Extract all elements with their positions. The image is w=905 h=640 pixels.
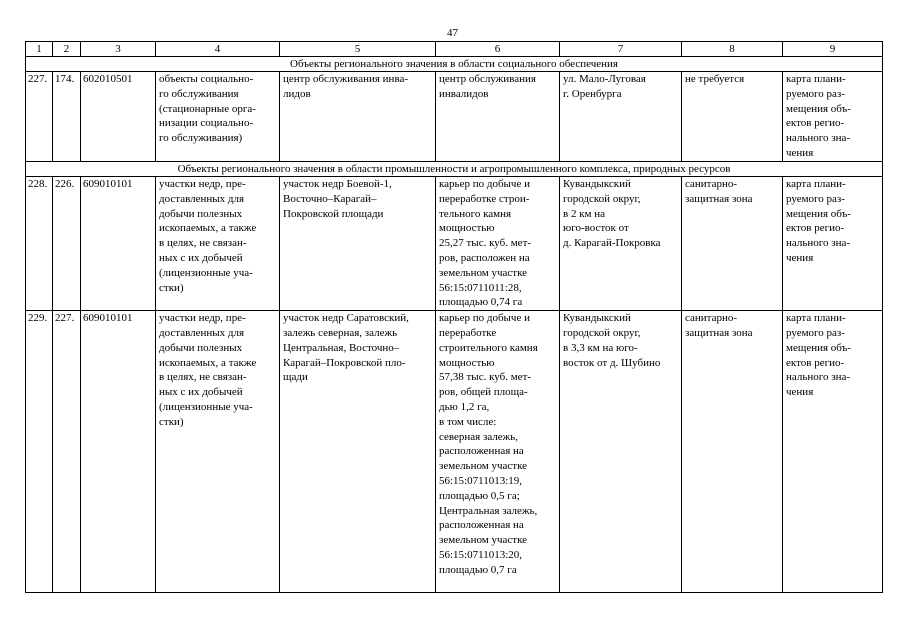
cell-number: 227.: [53, 311, 81, 593]
cell-line: (лицензионные уча-: [159, 266, 253, 279]
cell-line: чения: [786, 251, 814, 264]
column-number-5: 5: [280, 42, 436, 57]
cell-line: защитная зона: [685, 192, 753, 205]
cell-line: руемого раз-: [786, 192, 845, 205]
cell-object-type: [156, 177, 280, 311]
cell-characteristics: [436, 72, 560, 162]
cell-line: ул. Мало-Луговая: [563, 73, 646, 85]
cell-line: центр обслуживания: [439, 73, 536, 85]
cell-zone: [682, 72, 783, 162]
cell-location: [560, 311, 682, 593]
cell-line: ископаемых, а также: [159, 222, 257, 235]
cell-zone: [682, 177, 783, 311]
cell-line: ектов регио-: [786, 356, 845, 369]
cell-line: расположенная на: [439, 519, 524, 532]
cell-line: городской округ,: [563, 326, 641, 339]
cell-map: [783, 177, 883, 311]
cell-line: го обслуживания: [159, 87, 239, 100]
cell-line: 56:15:0711013:19,: [439, 474, 523, 487]
cell-line: ископаемых, а также: [159, 356, 257, 369]
cell-line: участки недр, пре-: [159, 178, 246, 190]
cell-line: мощностью: [439, 222, 495, 235]
cell-line: Центральная, Восточно–: [283, 341, 400, 354]
cell-line: ектов регио-: [786, 117, 845, 130]
cell-line: переработке: [439, 326, 497, 339]
cell-line: в целях, не связан-: [159, 237, 247, 250]
cell-line: мещения объ-: [786, 102, 851, 115]
cell-line: щади: [283, 371, 308, 384]
cell-line: карта плани-: [786, 178, 846, 190]
cell-line: ных с их добычей: [159, 251, 243, 264]
cell-characteristics: [436, 177, 560, 311]
cell-line: руемого раз-: [786, 326, 845, 339]
cell-location: [560, 72, 682, 162]
cell-line: карьер по добыче и: [439, 178, 530, 190]
cell-line: мещения объ-: [786, 341, 851, 354]
cell-line: низации социально-: [159, 117, 254, 130]
cell-line: инвалидов: [439, 87, 489, 100]
cell-number: 226.: [53, 177, 81, 311]
cell-line: площадью 0,74 га: [439, 296, 523, 309]
section-title: Объекты регионального значения в области социального обеспечения: [26, 57, 883, 72]
cell-line: участки недр, пре-: [159, 312, 246, 325]
cell-line: чения: [786, 146, 814, 159]
page-number: 47: [447, 27, 458, 39]
table-row: [26, 72, 883, 162]
cell-line: лидов: [283, 87, 311, 100]
cell-object-name: [280, 177, 436, 311]
cell-line: строительного камня: [439, 341, 538, 354]
cell-line: в том числе:: [439, 415, 497, 428]
cell-line: чения: [786, 386, 814, 399]
cell-line: доставленных для: [159, 326, 245, 339]
column-number-2: 2: [53, 42, 81, 57]
cell-line: Кувандыкский: [563, 312, 631, 325]
cell-line: мощностью: [439, 356, 495, 369]
cell-line: Покровской площади: [283, 207, 384, 220]
cell-line: ных с их добычей: [159, 386, 243, 399]
column-number-3: 3: [81, 42, 156, 57]
cell-line: участок недр Саратовский,: [283, 312, 409, 325]
cell-object-name: [280, 311, 436, 593]
cell-line: юго-восток от: [563, 222, 629, 235]
cell-line: стки): [159, 281, 184, 294]
cell-line: 56:15:0711013:20,: [439, 548, 523, 561]
cell-line: мещения объ-: [786, 207, 851, 220]
cell-line: карта плани-: [786, 312, 846, 325]
cell-line: залежь северная, залежь: [283, 326, 398, 339]
cell-ordinal: 229.: [26, 311, 53, 593]
column-number-1: 1: [26, 42, 53, 57]
cell-line: восток от д. Шубино: [563, 356, 661, 369]
cell-number: 174.: [53, 72, 81, 162]
section-header-row: [26, 57, 883, 72]
table-row: [26, 311, 883, 593]
column-number-4: 4: [156, 42, 280, 57]
column-number-9: 9: [783, 42, 883, 57]
cell-location: [560, 177, 682, 311]
cell-line: стки): [159, 415, 184, 428]
cell-line: 57,38 тыс. куб. мет-: [439, 371, 532, 384]
cell-map: [783, 311, 883, 593]
register-table: [25, 41, 883, 593]
cell-zone: [682, 311, 783, 593]
cell-ordinal: 227.: [26, 72, 53, 162]
column-number-6: 6: [436, 42, 560, 57]
cell-line: площадью 0,5 га;: [439, 489, 520, 502]
cell-line: (стационарные орга-: [159, 102, 256, 115]
cell-line: расположенная на: [439, 445, 524, 458]
cell-line: земельном участке: [439, 266, 528, 279]
cell-line: Центральная залежь,: [439, 504, 538, 517]
cell-line: площадью 0,7 га: [439, 563, 517, 576]
cell-code: 609010101: [81, 311, 156, 593]
cell-line: 25,27 тыс. куб. мет-: [439, 237, 532, 250]
cell-line: (лицензионные уча-: [159, 400, 253, 413]
cell-line: санитарно-: [685, 178, 738, 190]
cell-line: не требуется: [685, 73, 745, 85]
cell-line: Восточно–Карагай–: [283, 192, 377, 205]
column-number-row: [26, 42, 883, 57]
cell-line: Карагай–Покровской пло-: [283, 356, 406, 369]
cell-line: защитная зона: [685, 326, 753, 339]
cell-line: д. Карагай-Покровка: [563, 237, 661, 250]
cell-line: объекты социально-: [159, 73, 254, 85]
cell-line: санитарно-: [685, 312, 738, 325]
cell-line: дью 1,2 га,: [439, 400, 490, 413]
cell-line: земельном участке: [439, 460, 528, 473]
cell-line: ров, общей площа-: [439, 386, 528, 399]
cell-line: руемого раз-: [786, 87, 845, 100]
cell-map: [783, 72, 883, 162]
cell-line: 56:15:0711011:28,: [439, 281, 522, 294]
cell-line: городской округ,: [563, 192, 641, 205]
cell-line: нального зна-: [786, 132, 851, 145]
cell-code: 602010501: [81, 72, 156, 162]
cell-line: в целях, не связан-: [159, 371, 247, 384]
cell-line: в 2 км на: [563, 207, 606, 220]
cell-object-type: [156, 72, 280, 162]
cell-line: ров, расположен на: [439, 251, 530, 264]
cell-line: го обслуживания): [159, 132, 243, 145]
cell-line: северная залежь,: [439, 430, 519, 443]
cell-line: г. Оренбурга: [563, 87, 622, 100]
cell-ordinal: 228.: [26, 177, 53, 311]
cell-object-name: [280, 72, 436, 162]
column-number-7: 7: [560, 42, 682, 57]
cell-line: нального зна-: [786, 371, 851, 384]
cell-object-type: [156, 311, 280, 593]
column-number-8: 8: [682, 42, 783, 57]
cell-line: добычи полезных: [159, 341, 243, 354]
cell-line: доставленных для: [159, 192, 245, 205]
section-header-row: [26, 162, 883, 177]
cell-line: в 3,3 км на юго-: [563, 341, 638, 354]
cell-line: карта плани-: [786, 73, 846, 85]
cell-line: переработке строи-: [439, 192, 530, 205]
cell-line: карьер по добыче и: [439, 312, 530, 325]
cell-line: добычи полезных: [159, 207, 243, 220]
cell-line: Кувандыкский: [563, 178, 631, 190]
cell-line: нального зна-: [786, 237, 851, 250]
section-title: Объекты регионального значения в области промышленности и агропромышленного комплекса, природных ресурсов: [26, 162, 883, 177]
cell-code: 609010101: [81, 177, 156, 311]
cell-line: центр обслуживания инва-: [283, 73, 409, 85]
cell-characteristics: [436, 311, 560, 593]
cell-line: тельного камня: [439, 207, 512, 220]
table-row: [26, 177, 883, 311]
cell-line: земельном участке: [439, 534, 528, 547]
cell-line: участок недр Боевой-1,: [283, 178, 392, 190]
cell-line: ектов регио-: [786, 222, 845, 235]
